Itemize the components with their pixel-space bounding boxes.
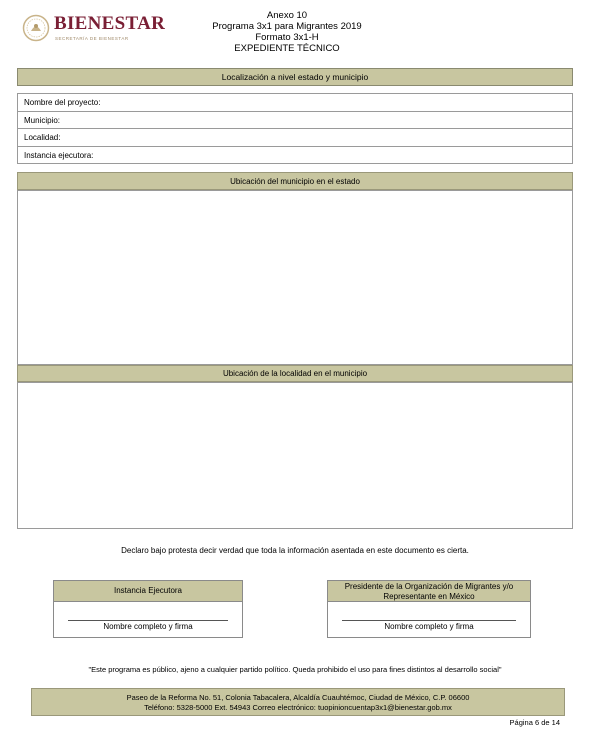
firma-instancia-title: Instancia Ejecutora bbox=[54, 581, 242, 602]
footer-contact bbox=[31, 688, 565, 716]
logo-wordmark: BIENESTAR bbox=[54, 13, 166, 34]
field-localidad[interactable]: Localidad: bbox=[18, 129, 572, 147]
footer-phone-email: Teléfono: 5328-5000 Ext. 54943 Correo electrónico: tuopinioncuentap3x1@bienestar.gob.mx bbox=[144, 703, 452, 712]
mapa-municipio-area[interactable] bbox=[17, 190, 573, 365]
field-nombre-proyecto[interactable]: Nombre del proyecto: bbox=[18, 94, 572, 112]
declaracion-text: Declaro bajo protesta decir verdad que toda la información asentada en este documento es cierta. bbox=[121, 546, 469, 555]
field-instancia-ejecutora[interactable]: Instancia ejecutora: bbox=[24, 150, 94, 160]
header-annex: Anexo 10 bbox=[266, 10, 308, 21]
firma-nombre-label: Nombre completo y firma bbox=[103, 622, 193, 631]
leyenda-programa: "Este programa es público, ajeno a cualquier partido político. Queda prohibido el uso para fines distintos al desarrollo social" bbox=[88, 665, 502, 674]
firma-instancia-ejecutora bbox=[53, 580, 243, 638]
page-number: Página 6 de 14 bbox=[509, 718, 560, 727]
firma-presidente-organizacion bbox=[327, 580, 531, 638]
localizacion-section-title: Localización a nivel estado y municipio bbox=[17, 68, 573, 86]
coat-of-arms-icon bbox=[22, 14, 50, 42]
header-title: EXPEDIENTE TÉCNICO bbox=[234, 43, 340, 54]
firma-presidente-title-line2: Representante en México bbox=[383, 591, 475, 601]
project-fields-table bbox=[17, 93, 573, 164]
document-header bbox=[180, 10, 394, 54]
bienestar-logo bbox=[22, 12, 182, 48]
firma-presidente-title bbox=[328, 581, 530, 602]
signature-line[interactable] bbox=[342, 620, 516, 621]
logo-subtitle: SECRETARÍA DE BIENESTAR bbox=[55, 36, 129, 41]
footer-address: Paseo de la Reforma No. 51, Colonia Tabacalera, Alcaldía Cuauhtémoc, Ciudad de México, C.P. 06600 bbox=[126, 693, 470, 702]
mapa-localidad-area[interactable] bbox=[17, 382, 573, 529]
header-format: Formato 3x1-H bbox=[255, 32, 319, 43]
signature-line[interactable] bbox=[68, 620, 228, 621]
firma-presidente-title-line1: Presidente de la Organización de Migrantes y/o bbox=[344, 582, 514, 591]
field-municipio[interactable]: Municipio: bbox=[18, 112, 572, 130]
mapa-localidad-title: Ubicación de la localidad en el municipio bbox=[17, 365, 573, 382]
firma-nombre-label: Nombre completo y firma bbox=[384, 622, 474, 631]
mapa-municipio-title: Ubicación del municipio en el estado bbox=[17, 172, 573, 190]
header-program: Programa 3x1 para Migrantes 2019 bbox=[212, 21, 362, 32]
